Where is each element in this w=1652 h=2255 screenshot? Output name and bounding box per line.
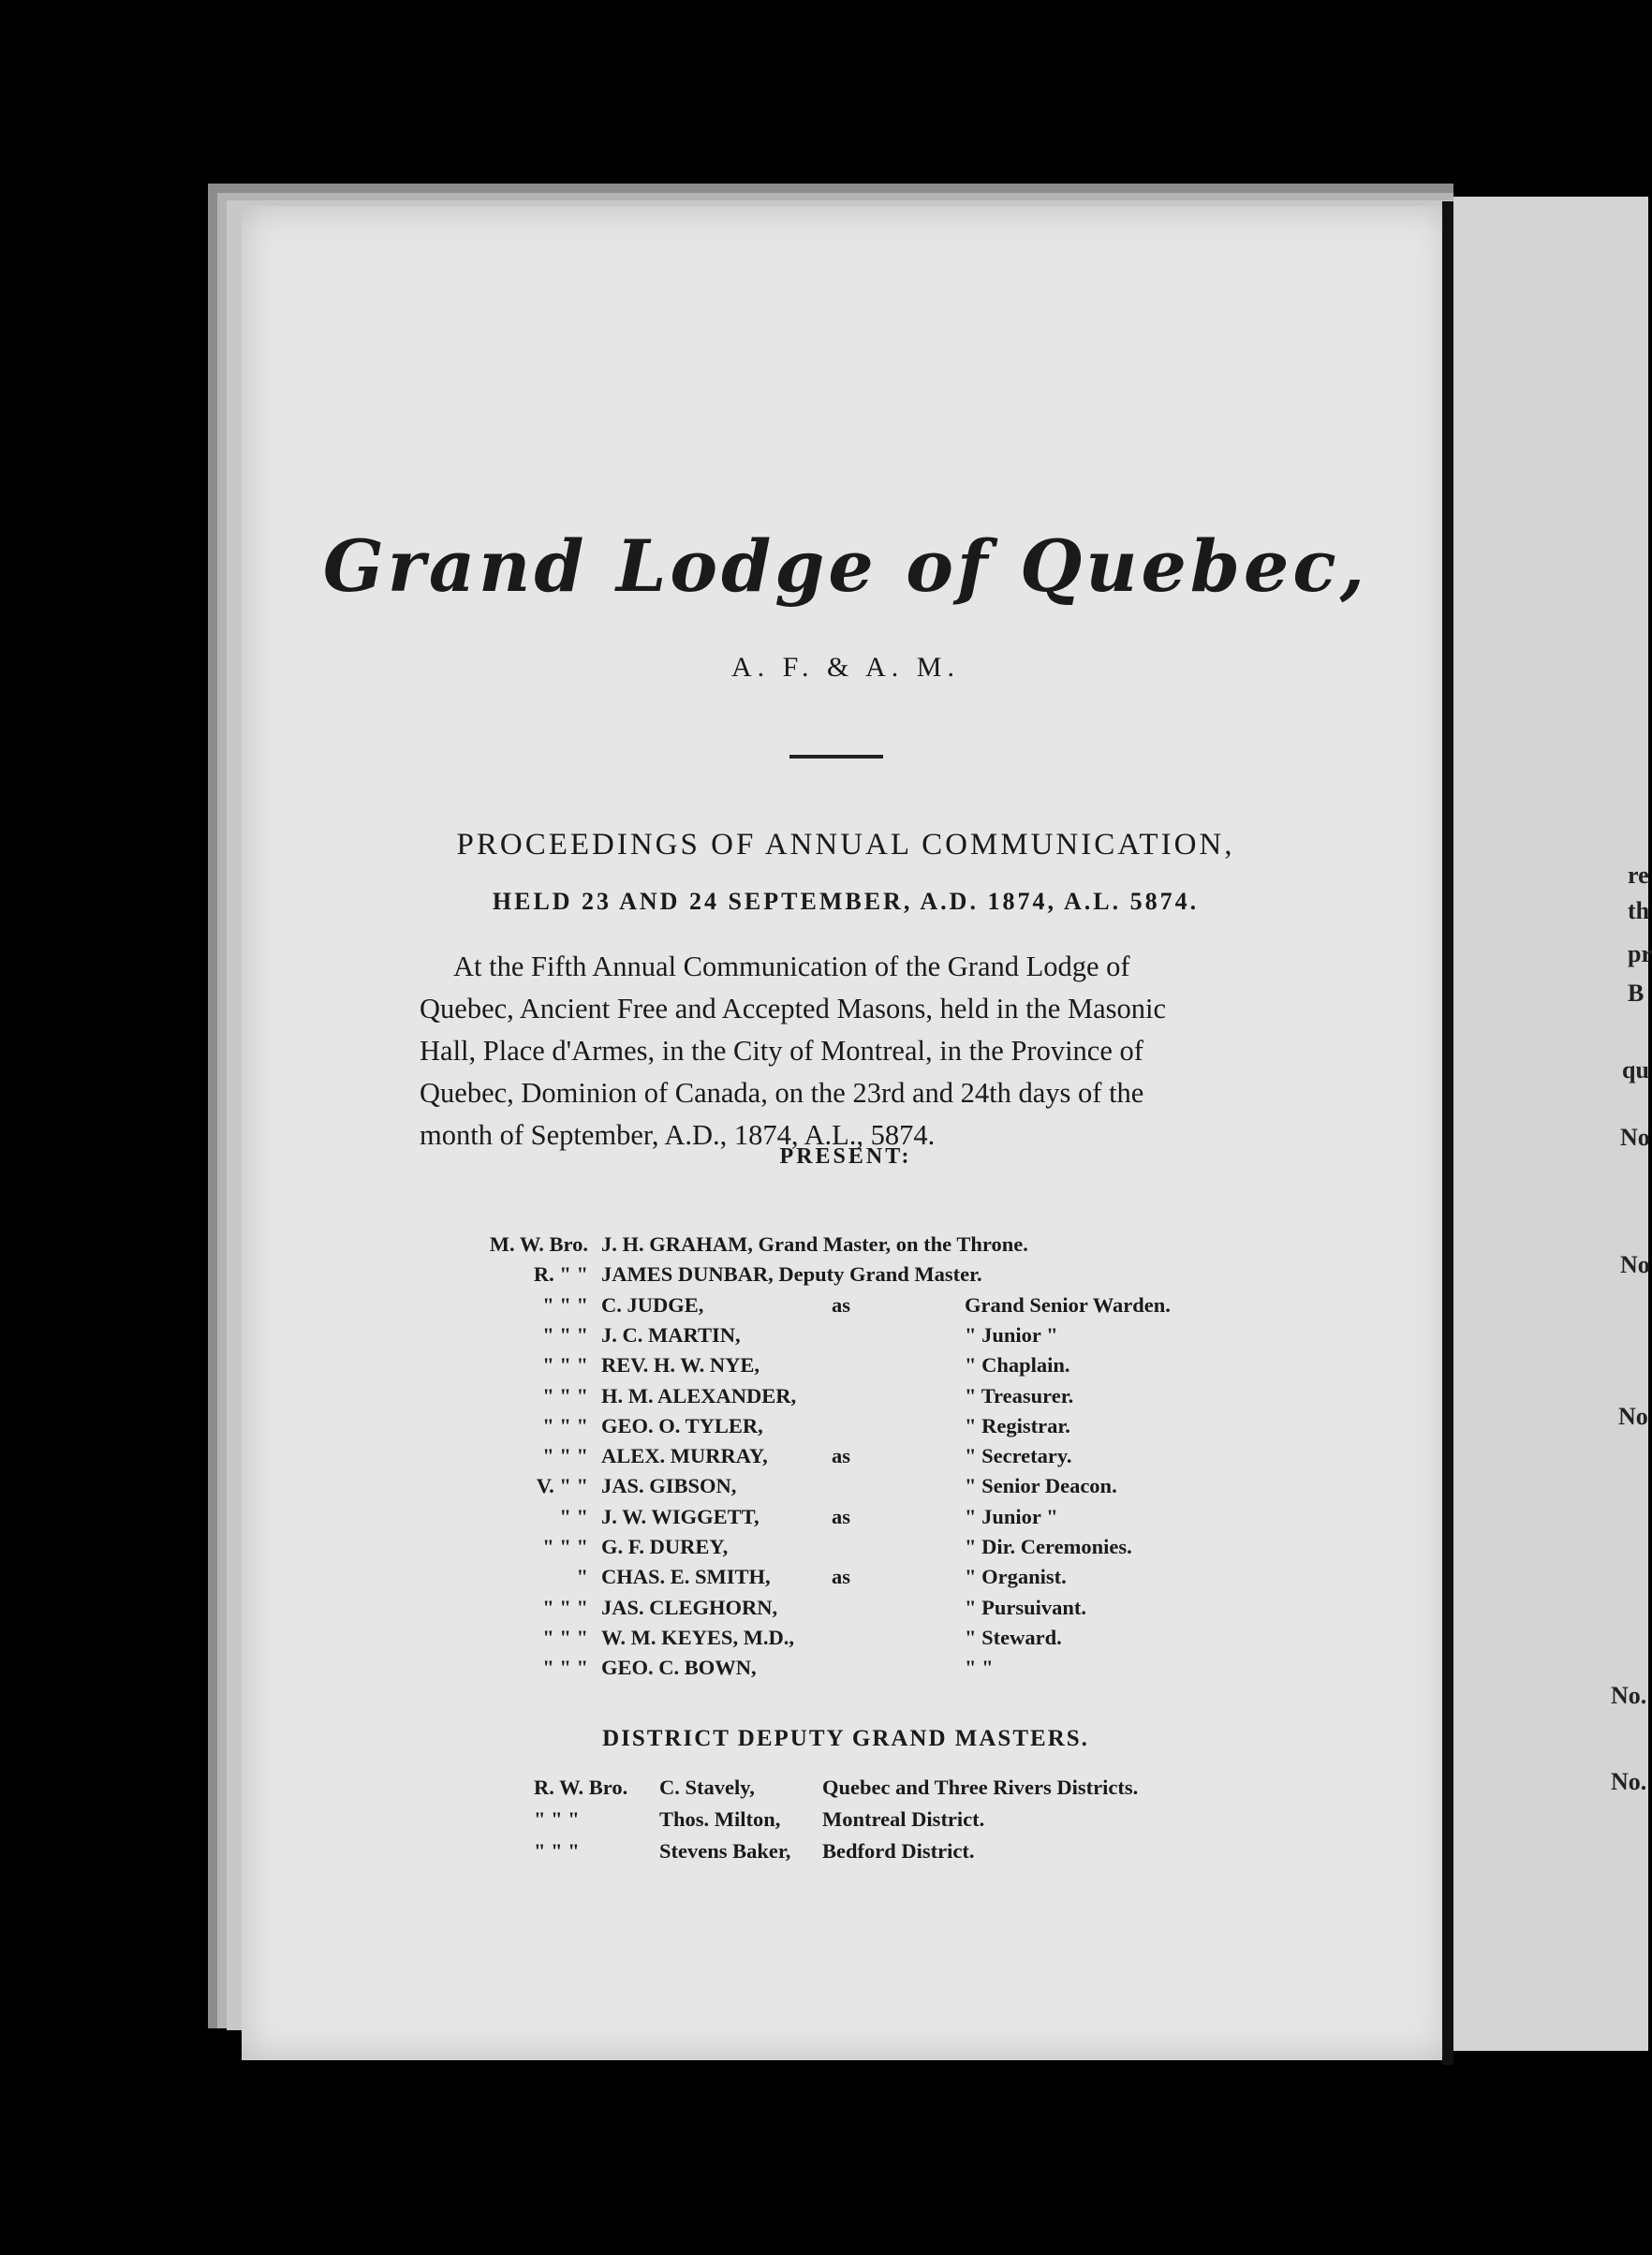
facing-page-fragment: No [1620,1124,1650,1151]
roster-as: as [832,1505,851,1528]
roster-prefix: " " " [542,1596,588,1619]
facing-page-fragment: qu [1622,1056,1649,1083]
roster-name: G. F. DUREY, [601,1535,729,1558]
roster-name: J. W. WIGGETT, [601,1505,760,1528]
roster-as: as [832,1565,851,1588]
facing-page-fragment: pr [1628,940,1652,967]
roster-office: " Junior " [965,1505,1058,1528]
roster-office: " Dir. Ceremonies. [965,1535,1132,1558]
roster-prefix: " " " [542,1656,588,1679]
roster-office: " Secretary. [965,1444,1072,1467]
roster-office: " " [965,1656,994,1679]
roster-prefix: " " " [542,1414,588,1437]
roster-prefix: " " " [542,1444,588,1467]
roster-office: " Steward. [965,1626,1062,1649]
roster-office: " Chaplain. [965,1353,1070,1377]
facing-page-fragment: re [1628,862,1649,889]
document-subtitle: A. F. & A. M. [731,652,960,683]
roster-prefix: " [576,1565,588,1588]
roster-name: CHAS. E. SMITH, [601,1565,771,1588]
roster-office: Grand Senior Warden. [965,1293,1171,1317]
roster-office: " Treasurer. [965,1384,1074,1408]
ddgm-name: Thos. Milton, [659,1807,781,1831]
roster-name: W. M. KEYES, M.D., [601,1626,795,1649]
roster-name: GEO. C. BOWN, [601,1656,757,1679]
date-line: HELD 23 AND 24 SEPTEMBER, A.D. 1874, A.L. 5874. [492,888,1200,915]
facing-page-fragment: No. [1611,1682,1647,1709]
ddgm-name: Stevens Baker, [659,1839,791,1863]
roster-name: J. C. MARTIN, [601,1323,741,1347]
roster-as: as [832,1444,851,1467]
facing-page-fragment: B [1628,980,1645,1007]
roster-name: ALEX. MURRAY, [601,1444,768,1467]
intro-line: Hall, Place d'Armes, in the City of Montreal, in the Province of [420,1035,1143,1067]
ddgm-district: Montreal District. [822,1807,985,1831]
roster-name: JAMES DUNBAR, Deputy Grand Master. [601,1262,982,1286]
title-rule [789,755,883,759]
roster-prefix: " " " [542,1323,588,1347]
roster-name: C. JUDGE, [601,1293,704,1317]
facing-page-fragment: No [1618,1403,1648,1430]
roster-name: JAS. GIBSON, [601,1474,737,1497]
ddgm-prefix: " " " [534,1839,580,1863]
facing-page-fragment: th [1628,897,1650,924]
roster-name: REV. H. W. NYE, [601,1353,760,1377]
intro-line: Quebec, Ancient Free and Accepted Masons, held in the Masonic [420,993,1167,1024]
ddgm-name: C. Stavely, [659,1776,755,1799]
roster-office: " Organist. [965,1565,1067,1588]
intro-line: month of September, A.D., 1874, A.L., 5874. [420,1119,936,1151]
document-title: Grand Lodge of Quebec, [322,524,1369,608]
roster-prefix: " " [559,1505,588,1528]
book-gutter [1442,201,1453,2065]
roster-name: H. M. ALEXANDER, [601,1384,797,1408]
roster-name: J. H. GRAHAM, Grand Master, on the Throne. [601,1232,1028,1256]
intro-line: Quebec, Dominion of Canada, on the 23rd and 24th days of the [420,1077,1144,1109]
intro-line: At the Fifth Annual Communication of the Grand Lodge of [453,951,1130,982]
ddgm-district: Bedford District. [822,1839,975,1863]
roster-prefix: R. " " [533,1262,588,1286]
roster-office: " Pursuivant. [965,1596,1087,1619]
roster-prefix: " " " [542,1353,588,1377]
roster-as: as [832,1293,851,1317]
roster-office: " Registrar. [965,1414,1070,1437]
roster-prefix: " " " [542,1535,588,1558]
facing-page-fragment: No [1620,1251,1650,1278]
roster-office: " Junior " [965,1323,1058,1347]
roster-office: " Senior Deacon. [965,1474,1117,1497]
intro-paragraph [420,946,1262,1157]
ddgm-prefix: R. W. Bro. [534,1776,628,1799]
roster-prefix: M. W. Bro. [489,1232,588,1256]
facing-page-fragment: No. [1611,1768,1647,1795]
roster-prefix: " " " [542,1626,588,1649]
roster-prefix: " " " [542,1384,588,1408]
ddgm-heading: DISTRICT DEPUTY GRAND MASTERS. [602,1726,1089,1751]
ddgm-prefix: " " " [534,1807,580,1831]
present-heading: PRESENT: [779,1144,912,1169]
roster-name: GEO. O. TYLER, [601,1414,763,1437]
section-heading: PROCEEDINGS OF ANNUAL COMMUNICATION, [456,828,1235,862]
ddgm-district: Quebec and Three Rivers Districts. [822,1776,1139,1799]
roster-name: JAS. CLEGHORN, [601,1596,778,1619]
roster-prefix: V. " " [536,1474,588,1497]
roster-prefix: " " " [542,1293,588,1317]
